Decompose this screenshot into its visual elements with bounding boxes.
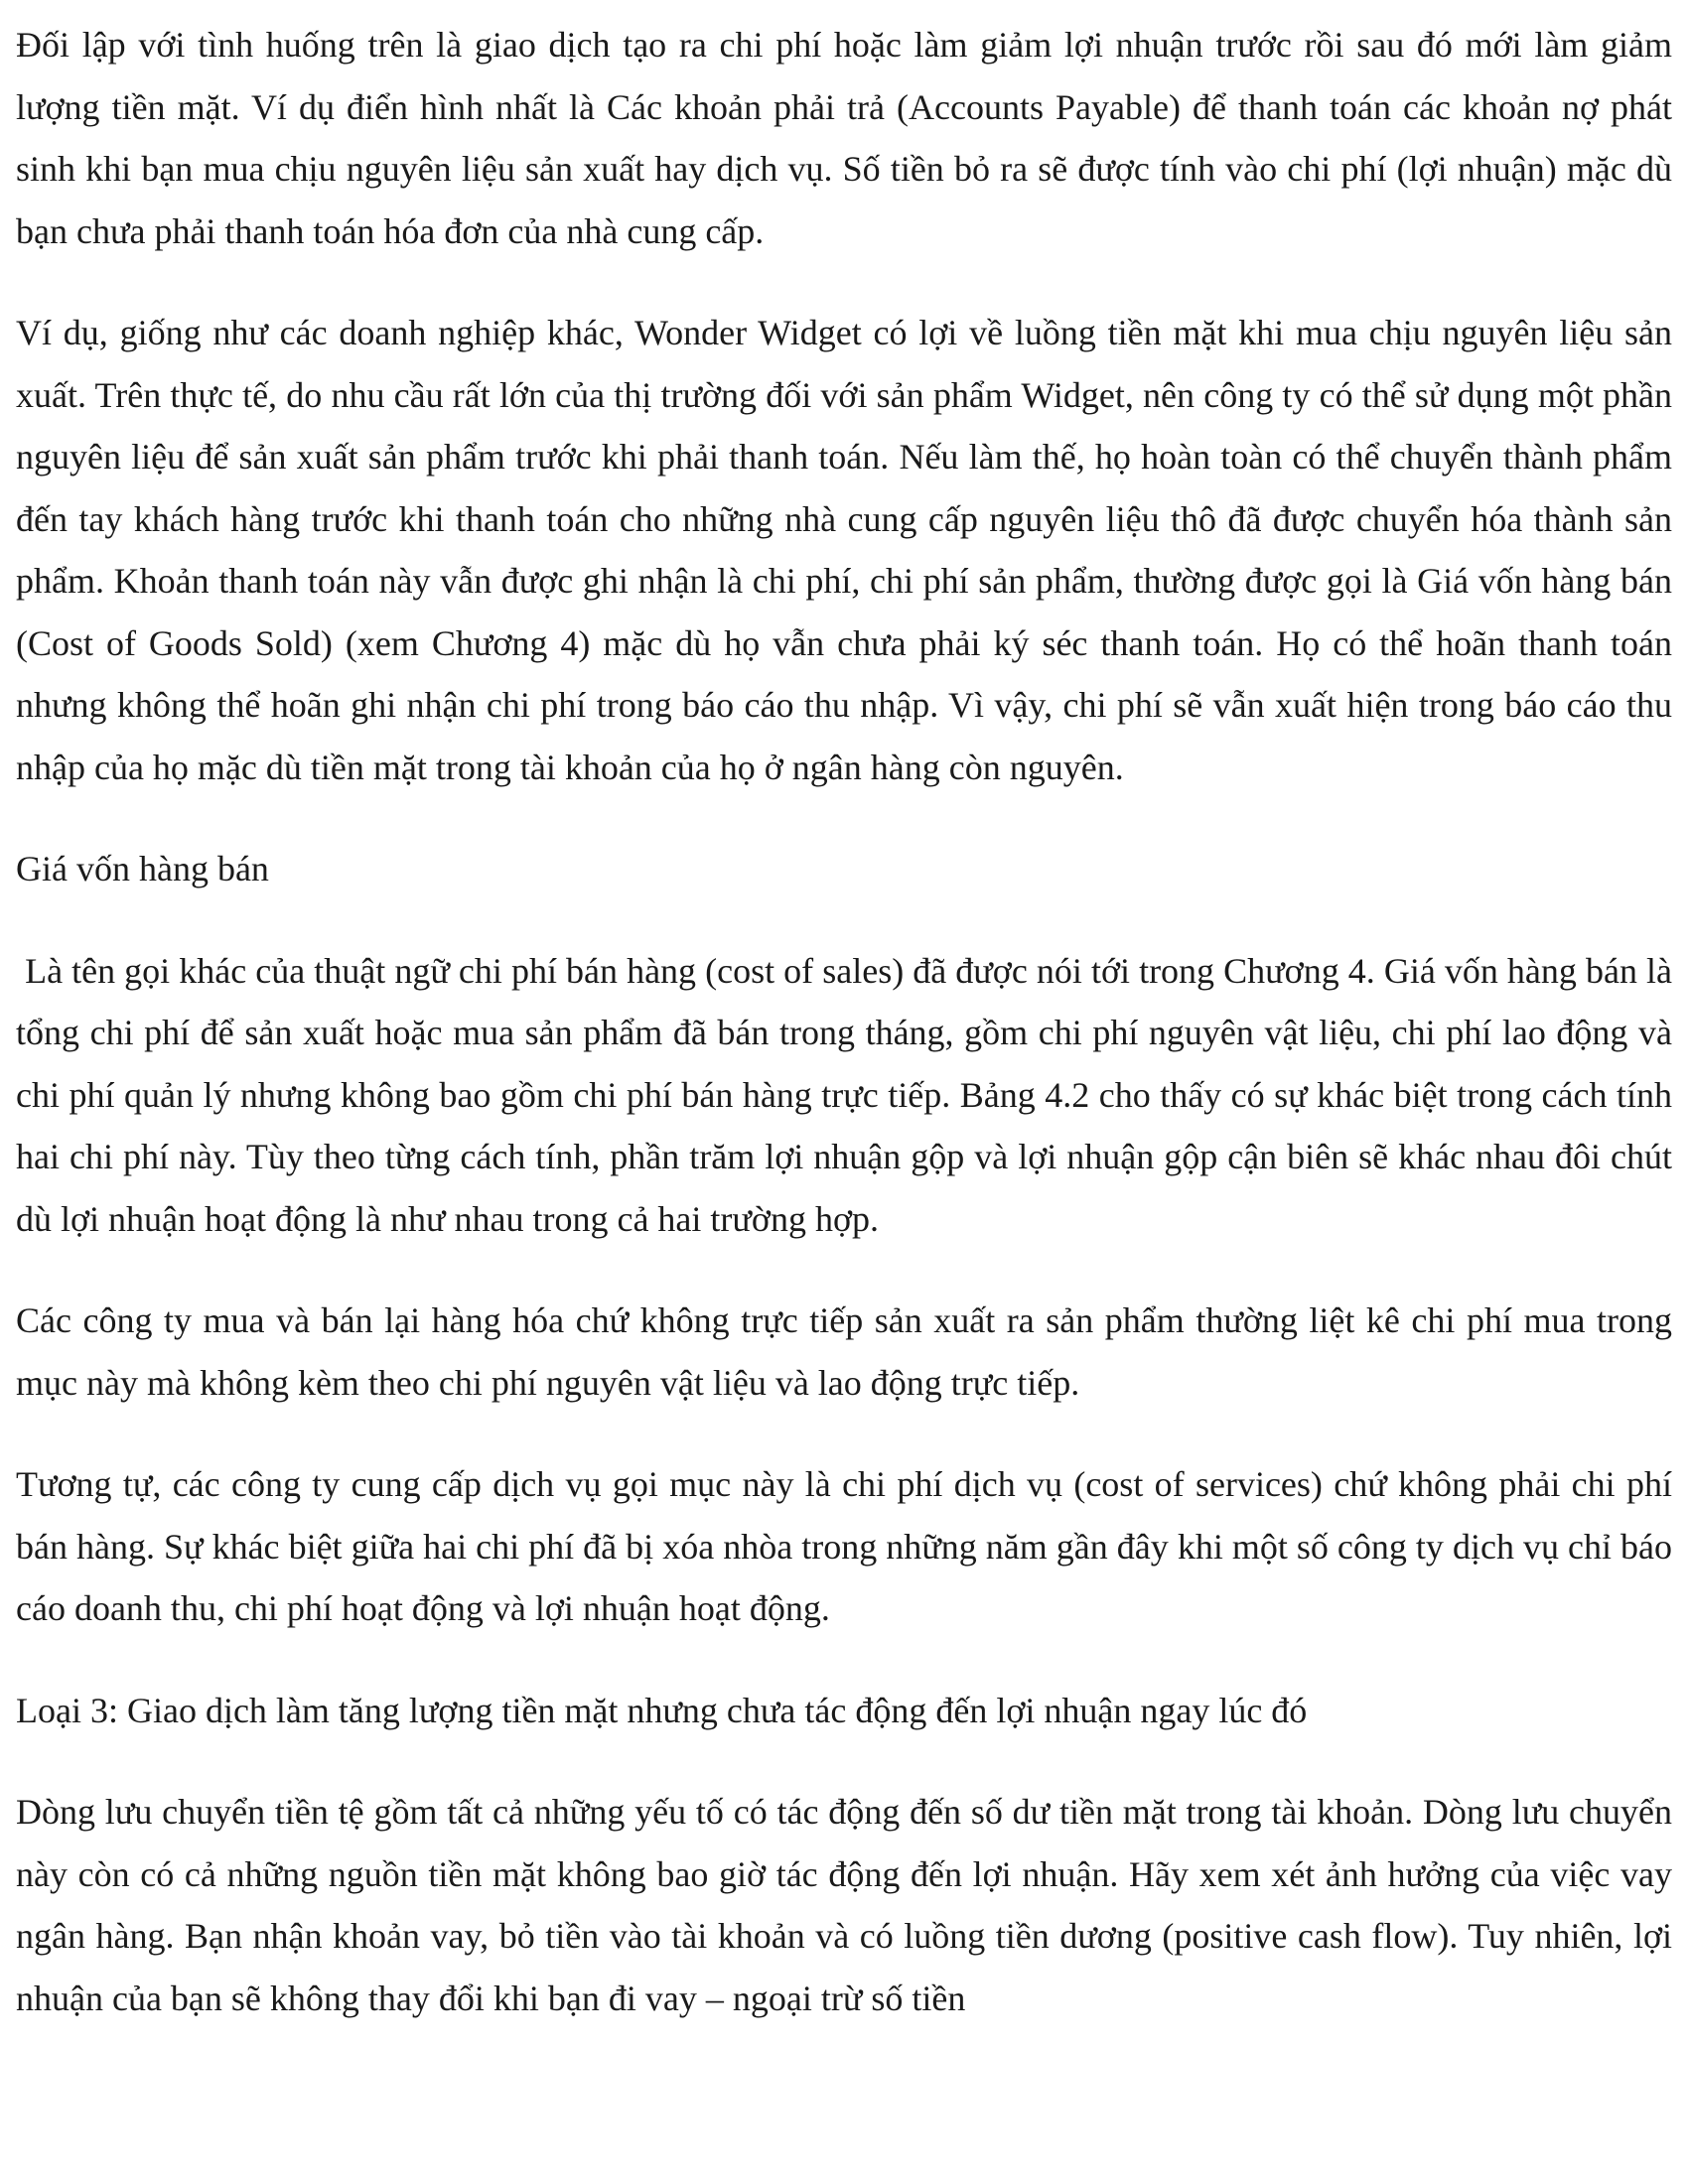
- heading-cost-of-goods-sold: Giá vốn hàng bán: [16, 849, 269, 888]
- paragraph-accounts-payable: Đối lập với tình huống trên là giao dịch tạo ra chi phí hoặc làm giảm lợi nhuận trước rồi sau đó mới làm giảm lượng tiền mặt. Ví dụ điển hình nhất là Các khoản phải trả (Accounts Payable) để thanh toán các khoản nợ phát sinh khi bạn mua chịu nguyên liệu sản xuất hay dịch vụ. Số tiền bỏ ra sẽ được tính vào chi phí (lợi nhuận) mặc dù bạn chưa phải thanh toán hóa đơn của nhà cung cấp.: [16, 25, 1672, 251]
- paragraph-wonder-widget-example: Ví dụ, giống như các doanh nghiệp khác, Wonder Widget có lợi về luồng tiền mặt khi mua chịu nguyên liệu sản xuất. Trên thực tế, do nhu cầu rất lớn của thị trường đối với sản phẩm Widget, nên công ty có thể sử dụng một phần nguyên liệu để sản xuất sản phẩm trước khi phải thanh toán. Nếu làm thế, họ hoàn toàn có thể chuyển thành phẩm đến tay khách hàng trước khi thanh toán cho những nhà cung cấp nguyên liệu thô đã được chuyển hóa thành sản phẩm. Khoản thanh toán này vẫn được ghi nhận là chi phí, chi phí sản phẩm, thường được gọi là Giá vốn hàng bán (Cost of Goods Sold) (xem Chương 4) mặc dù họ vẫn chưa phải ký séc thanh toán. Họ có thể hoãn thanh toán nhưng không thể hoãn ghi nhận chi phí trong báo cáo thu nhập. Vì vậy, chi phí sẽ vẫn xuất hiện trong báo cáo thu nhập của họ mặc dù tiền mặt trong tài khoản của họ ở ngân hàng còn nguyên.: [16, 313, 1672, 787]
- document-page: [16, 14, 1682, 2029]
- paragraph-cost-of-sales-definition: Là tên gọi khác của thuật ngữ chi phí bán hàng (cost of sales) đã được nói tới trong Chương 4. Giá vốn hàng bán là tổng chi phí để sản xuất hoặc mua sản phẩm đã bán trong tháng, gồm chi phí nguyên vật liệu, chi phí lao động và chi phí quản lý nhưng không bao gồm chi phí bán hàng trực tiếp. Bảng 4.2 cho thấy có sự khác biệt trong cách tính hai chi phí này. Tùy theo từng cách tính, phần trăm lợi nhuận gộp và lợi nhuận gộp cận biên sẽ khác nhau đôi chút dù lợi nhuận hoạt động là như nhau trong cả hai trường hợp.: [16, 950, 1682, 1239]
- paragraph-resellers: Các công ty mua và bán lại hàng hóa chứ không trực tiếp sản xuất ra sản phẩm thường liệt kê chi phí mua trong mục này mà không kèm theo chi phí nguyên vật liệu và lao động trực tiếp.: [16, 1300, 1672, 1403]
- heading-type-3-transactions: Loại 3: Giao dịch làm tăng lượng tiền mặt nhưng chưa tác động đến lợi nhuận ngay lúc đó: [16, 1690, 1308, 1730]
- paragraph-service-companies: Tương tự, các công ty cung cấp dịch vụ gọi mục này là chi phí dịch vụ (cost of services) chứ không phải chi phí bán hàng. Sự khác biệt giữa hai chi phí đã bị xóa nhòa trong những năm gần đây khi một số công ty dịch vụ chỉ báo cáo doanh thu, chi phí hoạt động và lợi nhuận hoạt động.: [16, 1464, 1672, 1628]
- paragraph-cash-flow-bank-loan: Dòng lưu chuyển tiền tệ gồm tất cả những yếu tố có tác động đến số dư tiền mặt trong tài khoản. Dòng lưu chuyển này còn có cả những nguồn tiền mặt không bao giờ tác động đến lợi nhuận. Hãy xem xét ảnh hưởng của việc vay ngân hàng. Bạn nhận khoản vay, bỏ tiền vào tài khoản và có luồng tiền dương (positive cash flow). Tuy nhiên, lợi nhuận của bạn sẽ không thay đổi khi bạn đi vay – ngoại trừ số tiền: [16, 1792, 1672, 2018]
